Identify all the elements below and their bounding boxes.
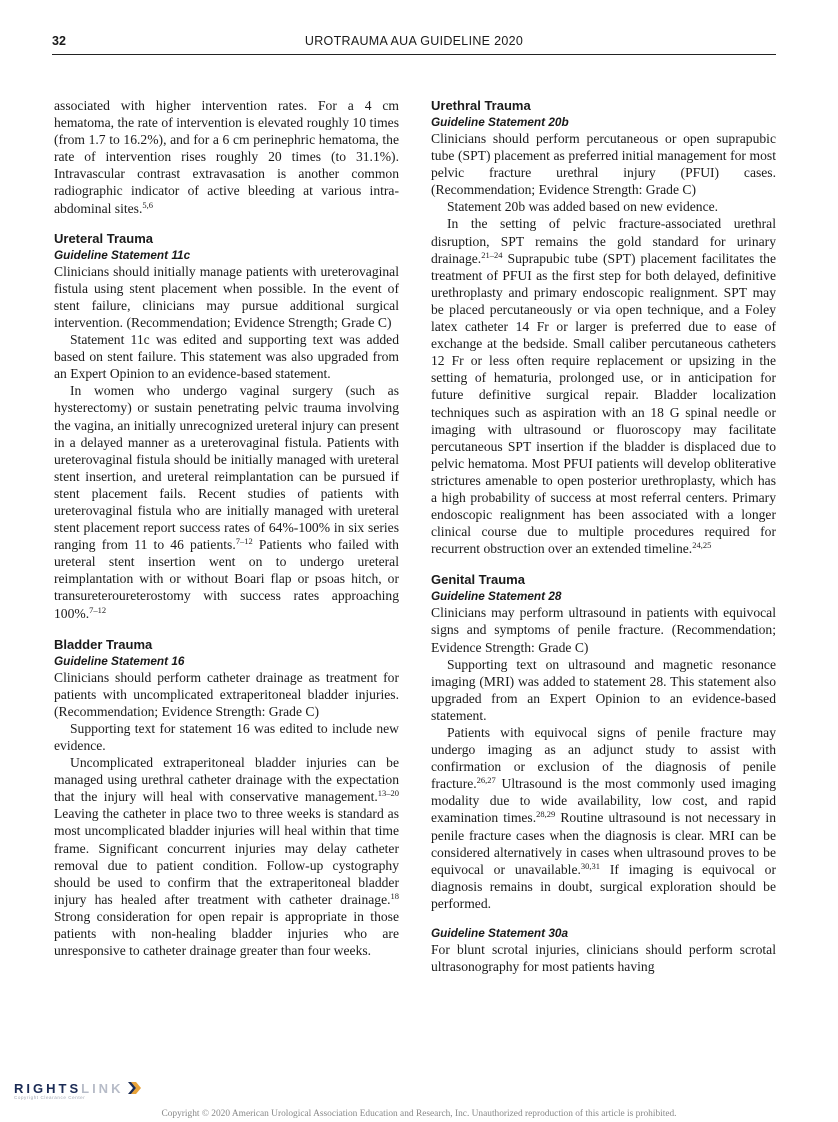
urethral-paragraph-1: Statement 20b was added based on new evidence. [447,199,719,215]
urethral-guideline-label: Guideline Statement 20b [431,115,569,129]
bladder-guideline-label: Guideline Statement 16 [54,653,185,668]
ureteral-guideline-label: Guideline Statement 11c [54,247,191,262]
ureteral-paragraph-2: In women who undergo vaginal surgery (such as hysterectomy) or sustain penetrating pelvic trauma involving the vagina, an initially unrecognized ureteral injury can present in a delayed manner as a ureterovaginal fistula. Patients with ureterovaginal fistula should be initially managed with ureteral stent insertion, and ureteral reimplantation can be pursued if stent placement fails. Recent studies of patients with ureterovaginal fistula who are initially managed with ureteral stent placement report success rates of 64%-100% in six series ranging from 11 to 46 patients.$^{7-12}$ Patients who failed with ureteral stent insertion went on to undergo ureteral reimplantation with or without Boari flap or psoas hitch, or transureteroureterostomy with success rates approaching 100%.$^{7-12}$ [54,383,399,621]
logo-link-text: LINK [81,1081,124,1096]
running-title: UROTRAUMA AUA GUIDELINE 2020 [304,34,524,48]
copyright-footer: Copyright © 2020 American Urological Association Education and Research, Inc. Unauthorized reproduction of this article is prohibited. [161,1109,677,1119]
page-number: 32 [52,34,66,48]
genital-paragraph-2: Patients with equivocal signs of penile fracture may undergo imaging as an adjunct study to assist with confirmation or exclusion of the diagnosis of penile fracture.$^{26,27}$ Ultrasound is the most commonly used imaging modality due to wide availability, low cost, and rapid examination times.$^{28,29}$ Routine ultrasound is not necessary in penile fracture cases when the diagnosis is clear. MRI can be considered alternatively in cases when ultrasound proves to be equivocal or unavailable.$^{30,31}$ If imaging is equivocal or diagnosis remains in doubt, surgical exploration should be performed. [431,725,776,911]
bladder-statement: Clinicians should perform catheter drainage as treatment for patients with uncomplicated extraperitoneal bladder injuries. (Recommendation; Evidence Strength: Grade C) [54,669,399,719]
genital-guideline-label: Guideline Statement 28 [431,589,562,604]
genital-paragraph-1: Supporting text on ultrasound and magnetic resonance imaging (MRI) was added to statement 28. This statement also upgraded from an Expert Opinion to an evidence-based statement. [431,656,776,723]
rightslink-logo [14,1080,144,1104]
ureteral-heading: Ureteral Trauma [54,230,153,246]
guideline-30a-text: For blunt scrotal injuries, clinicians should perform scrotal ultrasonography for most patients having [431,942,776,975]
logo-rights-text: RIGHTS [14,1081,82,1096]
bladder-paragraph-1: Supporting text for statement 16 was edited to include new evidence. [54,720,399,753]
genital-heading: Genital Trauma [431,572,525,588]
bladder-paragraph-2: Uncomplicated extraperitoneal bladder injuries can be managed using urethral catheter drainage with the expectation that the injury will heal with conservative management.$^{13-20}$ Leaving the catheter in place two to three weeks is standard as most uncomplicated bladder injuries will heal within that time frame. Significant concurrent injuries may delay catheter removal due to patient condition. Follow-up cystography should be used to confirm that the extraperitoneal bladder injury has healed after treatment with catheter drainage.$^{18}$ Strong consideration for open repair is appropriate in those patients with non-healing bladder injuries who are unresponsive to catheter drainage greater than four weeks. [54,755,399,959]
guideline-30a-label: Guideline Statement 30a [431,926,569,941]
ureteral-statement: Clinicians should initially manage patients with ureterovaginal fistula using stent placement when possible. In the event of stent failure, clinicians may pursue additional surgical intervention. (Recommendation; Evidence Strength; Grade C) [54,263,399,330]
header-rule [52,54,776,55]
right-column [431,97,776,975]
page-header [52,34,776,52]
ureteral-paragraph-1: Statement 11c was edited and supporting text was added based on stent failure. This statement was also upgraded from an Expert Opinion to an evidence-based statement. [54,332,399,382]
logo-tagline: Copyright Clearance Center [14,1095,86,1100]
intro-paragraph: associated with higher intervention rates. For a 4 cm hematoma, the rate of intervention is elevated roughly 10 times (from 1.7 to 16.2%), and for a 6 cm perinephric hematoma, the rate of intervention rises roughly 20 times (to 31.1%). Intravascular contrast extravasation is another common radiographic indicator of active bleeding at various intra-abdominal sites.$^{5,6}$ [54,98,399,216]
urethral-paragraph-2: In the setting of pelvic fracture-associated urethral disruption, SPT remains the gold standard for urinary drainage.$^{21-24}$ Suprapubic tube (SPT) placement facilitates the treatment of PFUI as the first step for both delayed, definitive urethroplasty and primary endoscopic realignment. SPT may be placed percutaneously or via open technique, and a Foley latex catheter 14 Fr or larger is preferred due to ease of exchange at the bedside. Small caliber percutaneous catheters 12 Fr or less often require replacement or upsizing in the setting of hematuria, prolonged use, or in anticipation for future definitive surgical repair. Bladder localization techniques such as aspiration with an 18 G spinal needle or imaging with ultrasound or fluoroscopy may facilitate percutaneous SPT insertion if the bladder is displaced due to pelvic hematoma. Most PFUI patients will develop obliterative strictures amenable to open posterior urethroplasty, which has a high probability of success at most referral centers. Primary endoscopic realignment has been associated with a longer clinical course due to multiple procedures required for recurrent obstruction over an extended timeline.$^{24,25}$ [431,216,776,557]
bladder-heading: Bladder Trauma [54,636,153,652]
left-column [54,97,399,959]
urethral-statement: Clinicians should perform percutaneous or open suprapubic tube (SPT) placement as preferred initial management for most pelvic fracture urethral injury (PFUI) cases. (Recommendation; Evidence Strength: Grade C) [431,131,776,198]
urethral-heading: Urethral Trauma [431,98,531,113]
genital-statement: Clinicians may perform ultrasound in patients with equivocal signs and symptoms of penile fracture. (Recommendation; Evidence Strength: Grade C) [431,605,776,655]
logo-chevron-icon [128,1081,144,1095]
